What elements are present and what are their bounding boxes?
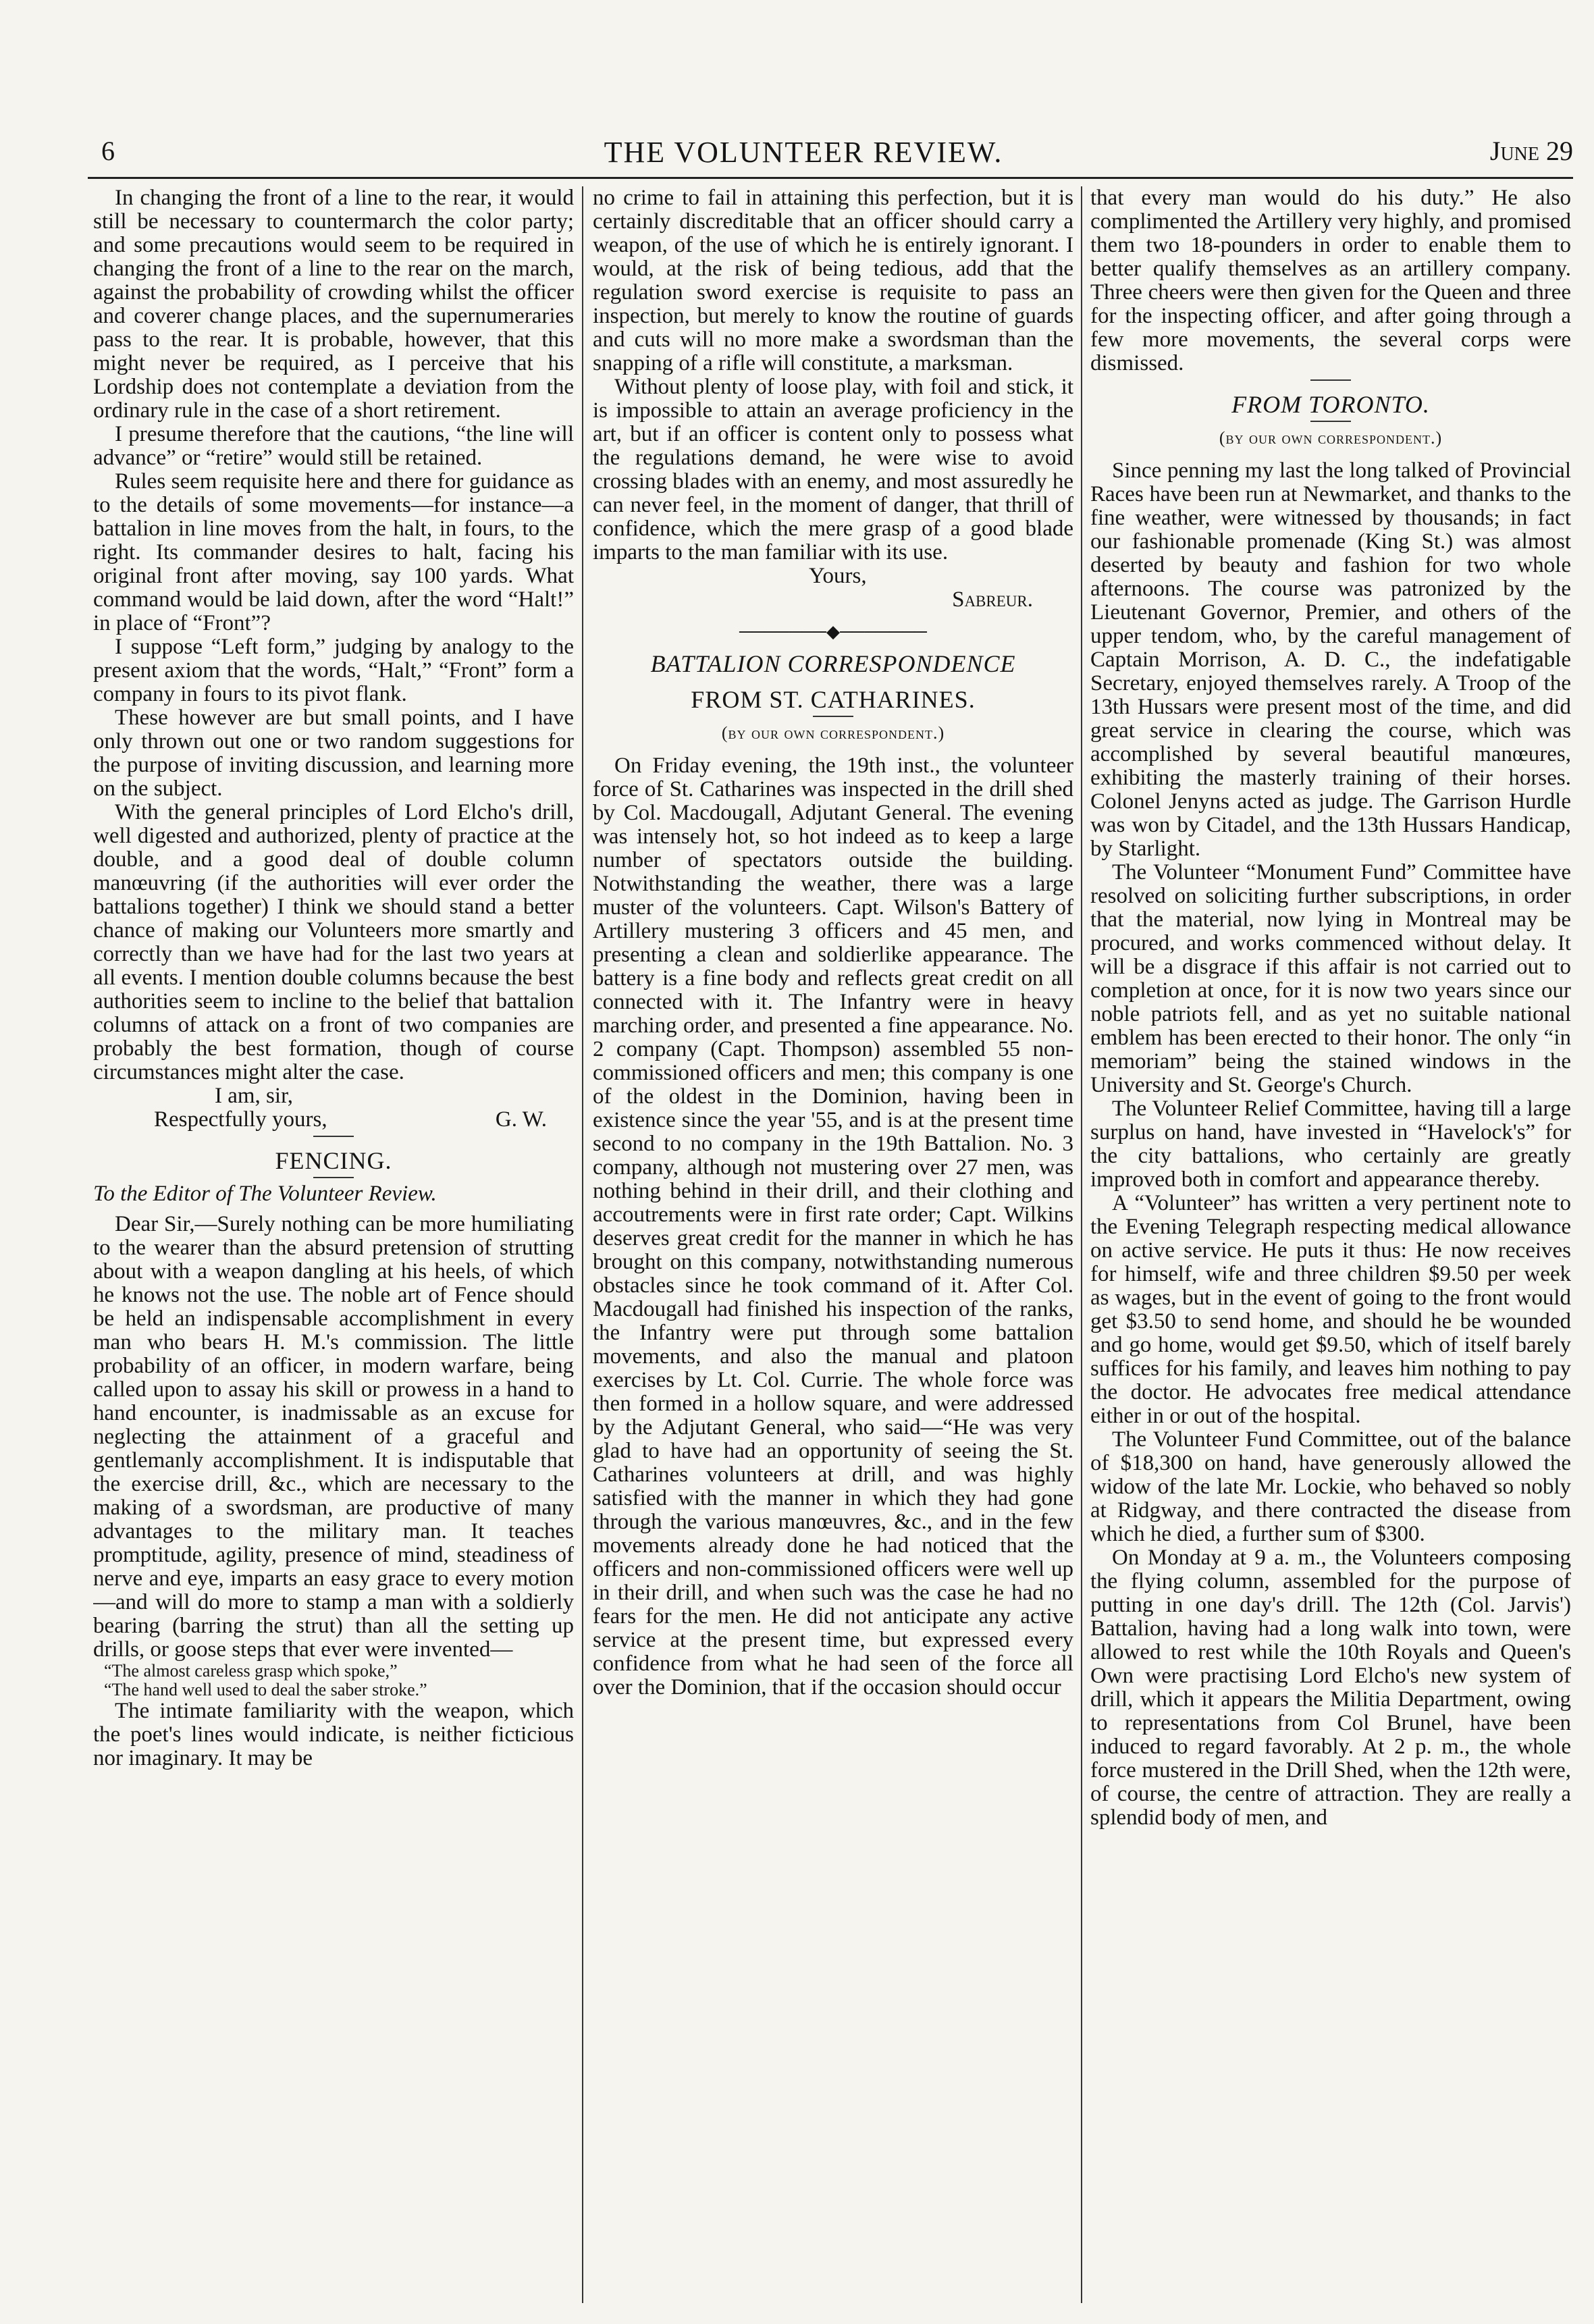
paragraph: A “Volunteer” has written a very pertinent note to the Evening Telegraph respecting medical allowance on active service. He puts it thus: He now receives for himself, wife and three children $9.50 per week as wages, but in the event of going to the front would get $3.50 to send home, and should he be wounded and go home, would get $9.50, which of itself barely suffices for his family, and leaves him nothing to pay the doctor. He advocates free medical attendance either in or out of the hospital. xyxy=(1090,1191,1571,1428)
paragraph: Without plenty of loose play, with foil and stick, it is impossible to attain an average proficiency in the art, but if an officer is content only to possess what the regulations demand, he were wise to avoid crossing blades with an enemy, and most assuredly he can never feel, in the moment of danger, that thrill of confidence, which the mere grasp of a good blade imparts to the man familiar with its use. xyxy=(593,375,1073,564)
paragraph: I presume therefore that the cautions, “the line will advance” or “retire” would still be retained. xyxy=(93,422,574,470)
signature: G. W. xyxy=(495,1107,547,1132)
verse-quote: “The hand well used to deal the saber stroke.” xyxy=(104,1680,427,1699)
paragraph: Dear Sir,—Surely nothing can be more humiliating to the wearer than the absurd pretension of strutting about with a weapon dangling at his heels, of which he knows not the use. The noble art of Fence should be held an indispensable accomplishment in every man who bears H. M.'s commission. The little probability of an officer, in modern warfare, being called upon to assay his skill or prowess in a hand to hand encounter, is inadmissable as an excuse for neglecting the attainment of a graceful and gentlemanly accomplishment. It is indisputable that the exercise drill, &c., which are necessary to the making of a swordsman, are productive of many advantages to the military man. It teaches promptitude, agility, presence of mind, steadiness of nerve and eye, imparts an easy grace to every motion—and will do more to stamp a man with a soldierly bearing (barring the strut) than all the setting up drills, or goose steps that ever were invented— xyxy=(93,1212,574,1662)
verse-quote: “The almost careless grasp which spoke,” xyxy=(104,1661,398,1681)
paragraph: that every man would do his duty.” He also complimented the Artillery very highly, and promised them two 18-pounders in order to enable them to better qualify themselves as an artillery company. Three cheers were then given for the Queen and three for the inspecting officer, and after going through a few more movements, the several corps were dismissed. xyxy=(1090,186,1571,375)
page-number: 6 xyxy=(101,136,115,166)
page-title: THE VOLUNTEER REVIEW. xyxy=(604,136,1003,169)
column-1 xyxy=(93,186,574,2303)
signature: Sabreur. xyxy=(952,587,1033,612)
ornament-divider: ───────◆─────── xyxy=(739,622,927,641)
header-rule xyxy=(88,177,1573,179)
section-heading: BATTALION CORRESPONDENCE xyxy=(650,650,1016,677)
paragraph: Since penning my last the long talked of Provincial Races have been run at Newmarket, and thanks to the fine weather, were witnessed by thousands; in fact our fashionable promenade (King St.) was almost deserted by beauty and fashion for two whole afternoons. The course was patronized by the Lieutenant Governor, Premier, and others of the upper tendom, who, by the careful management of Captain Morrison, A. D. C., the indefatigable Secretary, enjoyed themselves rarely. A Troop of the 13th Hussars were present most of the time, and did great service in clearing the course, which was accomplished by several beautiful manœures, exhibiting the masterly training of their horses. Colonel Jenyns acted as judge. The Garrison Hurdle was won by Citadel, and the 13th Hussars Handicap, by Starlight. xyxy=(1090,458,1571,861)
closing-text: Yours, xyxy=(809,564,867,588)
paragraph: The intimate familiarity with the weapon, which the poet's lines would indicate, is neither ficticious nor imaginary. It may be xyxy=(93,1699,574,1770)
byline: (by our own correspondent.) xyxy=(1219,428,1443,448)
paragraph: On Friday evening, the 19th inst., the volunteer force of St. Catharines was inspected in the drill shed by Col. Macdougall, Adjutant General. The evening was intensely hot, so hot indeed as to keep a large number of spectators outside the building. Notwithstanding the weather, there was a large muster of the volunteers. Capt. Wilson's Battery of Artillery mustering 3 officers and 45 men, and presenting a clean and soldierlike appearance. The battery is a fine body and reflects great credit on all connected with it. The Infantry were in heavy marching order, and presented a fine appearance. No. 2 company (Capt. Thompson) assembled 55 non-commissioned officers and men; this company is one of the oldest in the Dominion, having been in existence since the year '55, and is at the present time second to no company in the 19th Battalion. No. 3 company, although not mustering over 27 men, was nothing behind in their drill, and their clothing and accoutrements were in first rate order; Capt. Wilkins deserves great credit for the manner in which he has brought on this company, notwithstanding numerous obstacles since he took command of it. After Col. Macdougall had finished his inspection of the ranks, the Infantry were put through some battalion movements, and also the manual and platoon exercises by Lt. Col. Currie. The whole force was then formed in a hollow square, and were addressed by the Adjutant General, who said—“He was very glad to have had an opportunity of seeing the St. Catharines volunteers at drill, and was highly satisfied with the manner in which they had gone through the various manœuvres, &c., and in the few movements already done he had noticed that the officers and non-commissioned officers were well up in their drill, and when such was the case he had no fears for the men. He did not anticipate any active service at the present time, but expressed every confidence from what he had seen of the force all over the Dominion, that if the occasion should occur xyxy=(593,754,1073,1699)
paragraph: The Volunteer Relief Committee, having till a large surplus on hand, have invested in “Havelock's” for the city battalions, who certainly are greatly improved both in comfort and appearance thereby. xyxy=(1090,1097,1571,1192)
letter-closing: I am, sir, xyxy=(215,1084,293,1108)
paragraph: The Volunteer Fund Committee, out of the balance of $18,300 on hand, have generously allowed the widow of the late Mr. Lockie, who behaved so nobly at Ridgway, and there contracted the disease from which he died, a further sum of $300. xyxy=(1090,1427,1571,1546)
paragraph: With the general principles of Lord Elcho's drill, well digested and authorized, plenty of practice at the double, and a good deal of double column manœuvring (if the authorities will ever order the battalions together) I think we should stand a better chance of making our Volunteers more smartly and correctly than we have had for the last two years at all events. I mention double columns because the best authorities seem to incline to the belief that battalion columns of attack on a front of two companies are probably the best formation, though of course circumstances might alter the case. xyxy=(93,800,574,1084)
paragraph: I suppose “Left form,” judging by analogy to the present axiom that the words, “Halt,” “Front” form a company in fours to its pivot flank. xyxy=(93,635,574,706)
column-3 xyxy=(1090,186,1571,2303)
section-rule xyxy=(1310,421,1351,422)
section-rule xyxy=(313,1136,354,1137)
section-rule xyxy=(313,1177,354,1178)
paragraph: On Monday at 9 a. m., the Volunteers composing the flying column, assembled for the purpose of putting in one day's drill. The 12th (Col. Jarvis') Battalion, having had a long walk into town, were allowed to rest while the 10th Royals and Queen's Own were practising Lord Elcho's new system of drill, which it appears the Militia Department, owing to representations from Col Brunel, have been induced to regard favorably. At 2 p. m., the whole force mustered in the Drill Shed, when the 12th were, of course, the centre of attraction. They are really a splendid body of men, and xyxy=(1090,1546,1571,1830)
paragraph: The Volunteer “Monument Fund” Committee have resolved on soliciting further subscriptions, in order that the material, now lying in Montreal may be procured, and works commenced without delay. It will be a disgrace if this affair is not carried out to completion at once, for it is now two years since our noble patriots fell, and as yet no suitable national emblem has been erected to their honor. The only “in memoriam” being the stained windows in the University and St. George's Church. xyxy=(1090,860,1571,1097)
page-date: June 29 xyxy=(1489,136,1573,166)
section-rule xyxy=(813,716,853,717)
closing-text: Respectfully yours, xyxy=(154,1107,327,1132)
byline: (by our own correspondent.) xyxy=(721,723,945,743)
subsection-heading: FROM ST. CATHARINES. xyxy=(691,686,976,713)
section-rule xyxy=(1310,379,1351,381)
section-heading: FROM TORONTO. xyxy=(1231,391,1430,418)
column-2 xyxy=(593,186,1073,2303)
paragraph: Rules seem requisite here and there for guidance as to the details of some movements—for instance—a battalion in line moves from the halt, in fours, to the right. Its commander desires to halt, facing his original front after moving, say 100 yards. What command would be laid down, after the word “Halt!” in place of “Front”? xyxy=(93,469,574,635)
paragraph: These however are but small points, and I have only thrown out one or two random suggestions for the purpose of inviting discussion, and learning more on the subject. xyxy=(93,706,574,801)
salutation: To the Editor of The Volunteer Review. xyxy=(93,1182,437,1206)
paragraph: no crime to fail in attaining this perfection, but it is certainly discreditable that an officer should carry a weapon, of the use of which he is entirely ignorant. I would, at the risk of being tedious, add that the regulation sword exercise is requisite to pass an inspection, but merely to know the routine of guards and cuts will no more make a swordsman than the snapping of a rifle will constitute, a marksman. xyxy=(593,186,1073,375)
page-header xyxy=(27,135,1580,176)
paragraph: In changing the front of a line to the rear, it would still be necessary to countermarch the color party; and some precautions would seem to be required in changing the front of a line to the rear on the march, against the probability of crowding whilst the officer and coverer change places, and the supernumeraries pass to the rear. It is probable, however, that this might never be required, as I perceive that his Lordship does not contemplate a deviation from the ordinary rule in the case of a short retirement. xyxy=(93,186,574,423)
column-divider xyxy=(1081,186,1082,2303)
signature-line xyxy=(93,1108,574,1132)
section-heading: FENCING. xyxy=(275,1147,392,1174)
column-divider xyxy=(582,186,583,2303)
